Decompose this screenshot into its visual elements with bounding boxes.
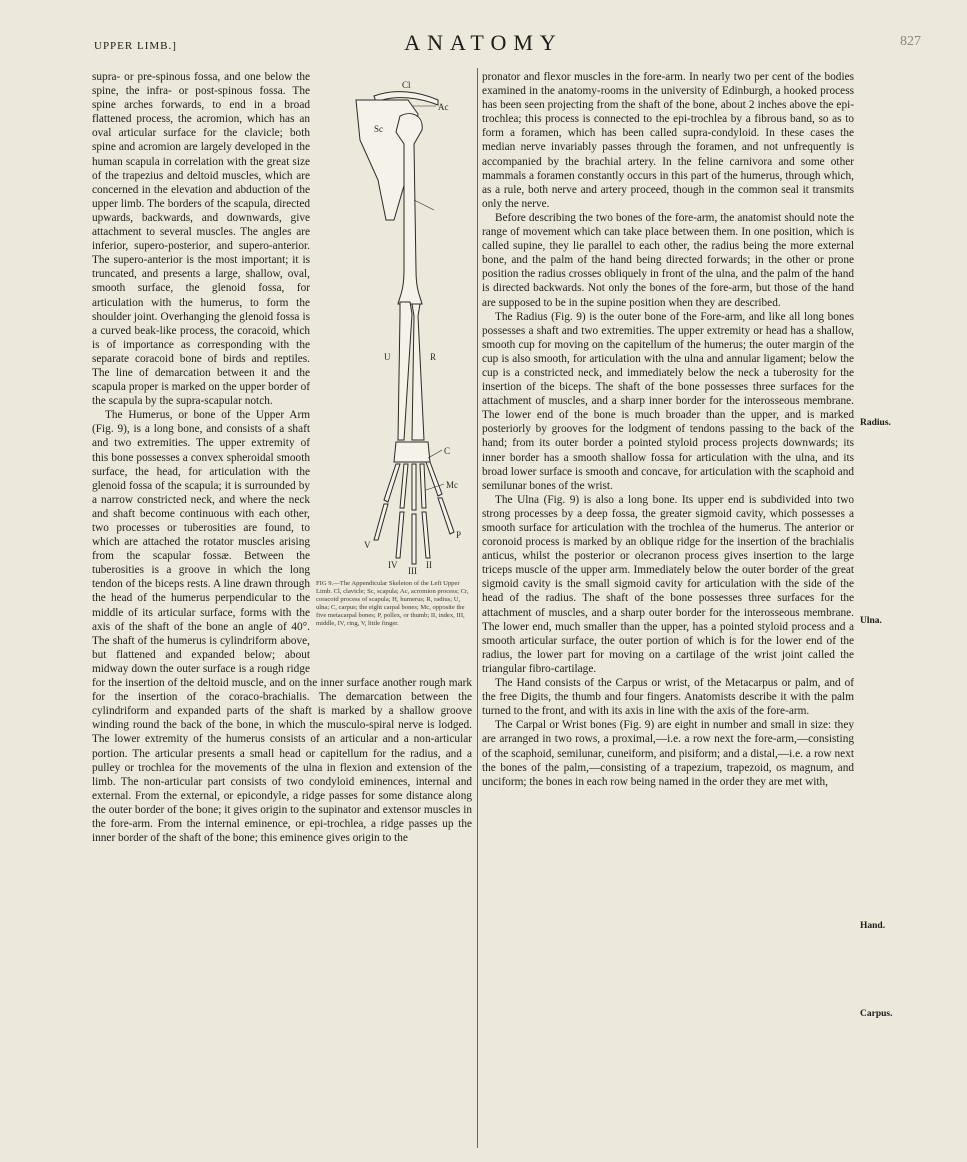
label-cl: Cl — [402, 80, 411, 90]
paragraph-humerus: The Humerus, or bone of the Upper Arm (Fig. 9), is a long bone, and consists of a shaft and two extremities. The upper extremity of this bone possesses a convex spheroidal smooth surface, the head, for articulation with the glenoid fossa of the scapula; it is surrounded by a narrow constricted neck, and where the neck and shaft become continuous with each other, two processes or tuberosities are found, to which are attached the rotator muscles arising from the scapular fossæ. Between the tuberosities is a groove in which the long tendon of the biceps rests. A line drawn through the head of the humerus perpendicular to the middle of its articular surface, forms with the axis of the shaft of the bone an angle of 40°. The shaft of the humerus is cylindriform above, but flattened and expanded below; about midway down the outer surface is a rough ridge for the insertion of the deltoid muscle, and on the inner surface another rough mark for the insertion of the coraco-brachialis. The demarcation between the cylindriform and expanded parts of the shaft is marked by a shallow groove winding round the back of the bone, in which the musculo-spiral nerve is lodged. The lower extremity of the humerus consists of an articular and a non-articular portion. The articular presents a small head or capitellum for the radius, and a pulley or trochlea for the movements of the ulna in flexion and extension of the limb. The non-articular part consists of two condyloid eminences, internal and external. From the external, or epicondyle, a ridge passes for some distance along the outer border of the bone; it gives origin to the supinator and extensor muscles in the fore-arm. From the internal eminence, or epi-trochlea, a ridge passes up the inner border of the shaft of the bone; this eminence gives origin to the — [92, 409, 472, 845]
figure-9 — [316, 70, 472, 670]
paragraph-supracondyloid: pronator and flexor muscles in the fore-arm. In nearly two per cent of the bodies examined in the anatomy-rooms in the university of Edinburgh, a hooked process has been seen projecting from the shaft of the bone, about 2 inches above the epi-trochlea; this process is connected to the epi-trochlea by a fibrous band, so as to form a foramen, which has been called supra-condyloid. In these cases the median nerve invariably passes through the foramen, and not unfrequently is accompanied by the brachial artery. In the feline carnivora and some other mammals a foramen constantly occurs in this part of the humerus, through which, as a rule, both nerve and artery proceed, though in the common seal it transmits only the nerve. — [482, 71, 854, 210]
label-v: V — [364, 540, 371, 550]
paragraph-scapula: supra- or pre-spinous fossa, and one below the spine, the infra- or post-spinous fossa. The spine arches forwards, to end in a broad flattened process, the acromion, which has an oval articular surface for the clavicle; both spine and acromion are largely developed in the human scapula in correlation with the great size of the trapezius and deltoid muscles, which are concerned in the elevation and abduction of the upper limb. The borders of the scapula, directed upwards, backwards, and downwards, give attachment to several muscles. The angles are inferior, supero-posterior, and supero-anterior. The supero-anterior is the most important; it is truncated, and presents a large, shallow, oval, smooth surface, the glenoid fossa, for articulation with the humerus, to form the shoulder joint. Overhanging the glenoid fossa is a curved beak-like process, the coracoid, which is of importance as corresponding with the separate coracoid bone of birds and reptiles. The line of demarcation between it and the scapula proper is marked on the upper border of the scapula by the supra-scapular notch. — [92, 71, 310, 408]
column-divider — [477, 68, 478, 1148]
page-number: 827 — [900, 34, 921, 49]
paragraph-forearm-movement: Before describing the two bones of the fore-arm, the anatomist should note the range of movement which can take place between them. In one position, which is called supine, they lie parallel to each other, the radius being the more external bone, and the palm of the hand being directed forwards; in the other or prone position the radius crosses obliquely in front of the ulna, and the palm of the hand is directed backwards. Not only the bones of the fore-arm, but those of the hand are supposed to be in the supine position when they are described. — [482, 211, 854, 309]
upper-limb-skeleton-illustration — [316, 70, 472, 578]
paragraph-carpus: The Carpal or Wrist bones (Fig. 9) are eight in number and small in size: they are arranged in two rows, a proximal,—i.e. a row next the fore-arm,—consisting of the scaphoid, semilunar, cuneiform, and pisiform; and a distal,—i.e. a row next the bones of the palm,—consisting of a trapezium, trapezoid, os magnum, and unciform; the bones in each row being named in the order they are met with, — [482, 719, 854, 788]
label-ii: II — [426, 560, 432, 570]
figure-caption: FIG 9.—The Appendicular Skeleton of the Left Upper Limb. Cl, clavicle; Sc, scapula; Ac, acromion process; Cr, coracoid process of scapula; H, humerus; R, radius; U, ulna; C, carpus; the eight carpal bones; Mc, opposite the five metacarpal bones; P, pollex, or thumb; II, index, III, middle, IV, ring, V, little finger. — [316, 580, 469, 627]
paragraph-radius: The Radius (Fig. 9) is the outer bone of the Fore-arm, and like all long bones possesses a shaft and two extremities. The upper extremity or head has a shallow, smooth cup for moving on the capitellum of the humerus; the outer margin of the cup is also smooth, for articulation with the ulna and annular ligament; below the cup is a constricted neck, and immediately below the neck a tuberosity for the insertion of the biceps. The shaft of the bone possesses three surfaces for the attachment of muscles, and a sharp inner border for the interosseous membrane. The lower end of the bone is much broader than the upper, and is marked posteriorly by grooves for the lodgment of tendons passing to the back of the hand; from its outer border a pointed styloid process projects downwards; its inner border has a smooth shallow fossa for articulation with the ulna, and its broad lower surface is smooth and concave, for articulation with the scaphoid and semilunar bones of the wrist. — [482, 310, 854, 492]
label-sc: Sc — [374, 124, 383, 134]
label-r: R — [430, 352, 437, 362]
right-column — [482, 70, 854, 1150]
label-p: P — [456, 530, 462, 540]
paragraph-hand: The Hand consists of the Carpus or wrist, of the Metacarpus or palm, and of the free Digits, the thumb and four fingers. Anatomists describe it with the palm turned to the front, and with its axis in line with the axis of the fore-arm. — [482, 677, 854, 718]
label-mc: Mc — [446, 480, 458, 490]
sidenote-ulna: Ulna. — [860, 616, 882, 626]
label-ac: Ac — [438, 102, 449, 112]
sidenote-radius: Radius. — [860, 418, 891, 428]
sidenote-hand: Hand. — [860, 921, 886, 931]
label-iii: III — [408, 566, 417, 576]
label-iv: IV — [388, 560, 398, 570]
running-head: UPPER LIMB.] — [94, 40, 177, 52]
page-title: ANATOMY — [404, 30, 563, 55]
label-u: U — [384, 352, 391, 362]
paragraph-ulna: The Ulna (Fig. 9) is also a long bone. Its upper end is subdivided into two strong processes by a deep fossa, the greater sigmoid cavity, which possesses a smooth surface for articulation with the trochlea of the humerus. The anterior or coronoid process is marked by an oblique ridge for the insertion of the brachialis anticus, whilst the posterior or olecranon process gives insertion to the large triceps muscle of the upper arm. Immediately below the outer border of the great sigmoid cavity is the small sigmoid cavity for articulation with the side of the head of the radius. The shaft of the bone possesses three surfaces for the attachment of muscles, and a sharp outer border for the interosseous membrane. The lower end, much smaller than the upper, has a pointed styloid process and a smooth articular surface, the outer portion of which is for the lower end of the radius, the lower part for moving on a cartilage of the wrist joint called the triangular fibro-cartilage. — [482, 493, 854, 675]
sidenote-carpus: Carpus. — [860, 1009, 893, 1019]
label-c: C — [444, 446, 451, 456]
left-column — [92, 70, 472, 1150]
